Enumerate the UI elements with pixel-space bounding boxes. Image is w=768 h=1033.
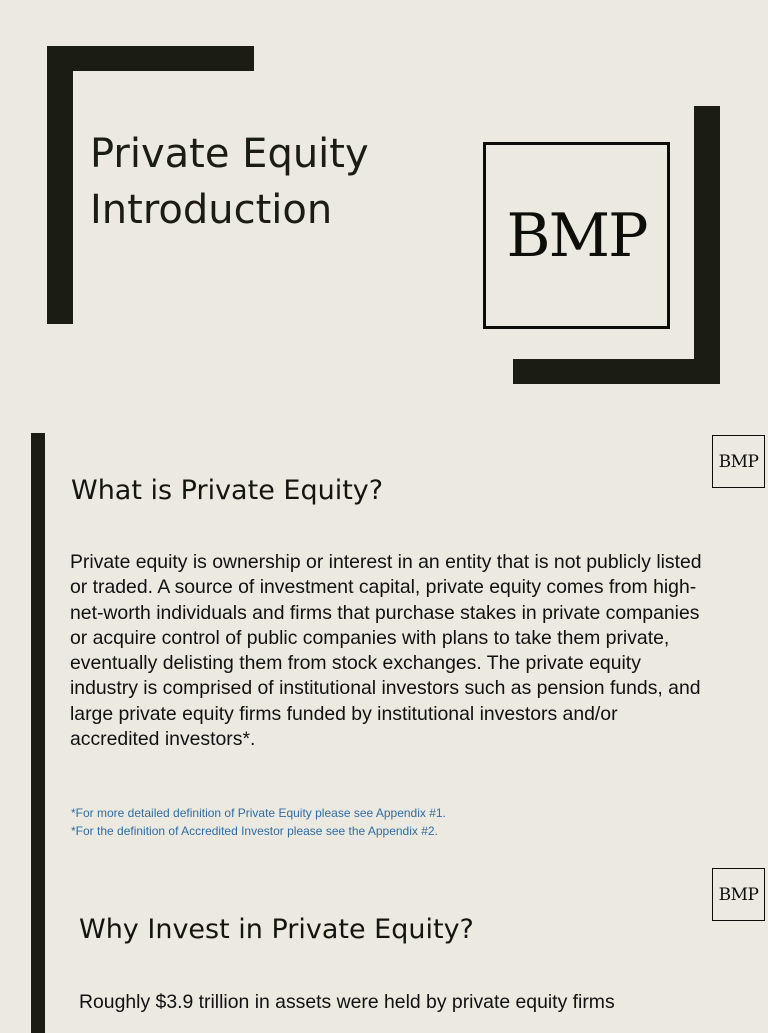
slide-title [90, 126, 369, 238]
frame-top-left-vertical [47, 46, 73, 324]
frame-bottom-right-vertical [694, 106, 720, 384]
bmp-logo [483, 142, 670, 329]
frame-top-left-horizontal [47, 46, 254, 71]
bmp-logo-small [712, 868, 765, 921]
footnote-appendix-2: *For the definition of Accredited Investor please see the Appendix #2. [71, 824, 438, 838]
bmp-logo-small-text: BMP [718, 451, 759, 472]
bmp-logo-small [712, 435, 765, 488]
frame-bottom-right-horizontal [513, 359, 720, 384]
slide3-body: Roughly $3.9 trillion in assets were held by private equity firms [79, 991, 615, 1013]
slide2-left-accent-bar [31, 433, 45, 1033]
bmp-logo-text: BMP [506, 200, 647, 271]
slide2-heading: What is Private Equity? [71, 475, 384, 506]
title-slide [0, 0, 768, 400]
slide3-heading: Why Invest in Private Equity? [79, 914, 474, 945]
footnote-appendix-1: *For more detailed definition of Private Equity please see Appendix #1. [71, 806, 446, 820]
slide2-body: Private equity is ownership or interest in an entity that is not publicly listed or traded. A source of investment capital, private equity comes from high-net-worth individuals and firms that purchase stakes in private companies or acquire control of public companies with plans to take them private, eventually delisting them from stock exchanges. The private equity industry is comprised of institutional investors such as pension funds, and large private equity firms funded by institutional investors and/or accredited investors*. [70, 551, 702, 751]
title-line-1: Private Equity [90, 131, 369, 177]
bmp-logo-small-text: BMP [718, 884, 759, 905]
title-line-2: Introduction [90, 187, 333, 233]
